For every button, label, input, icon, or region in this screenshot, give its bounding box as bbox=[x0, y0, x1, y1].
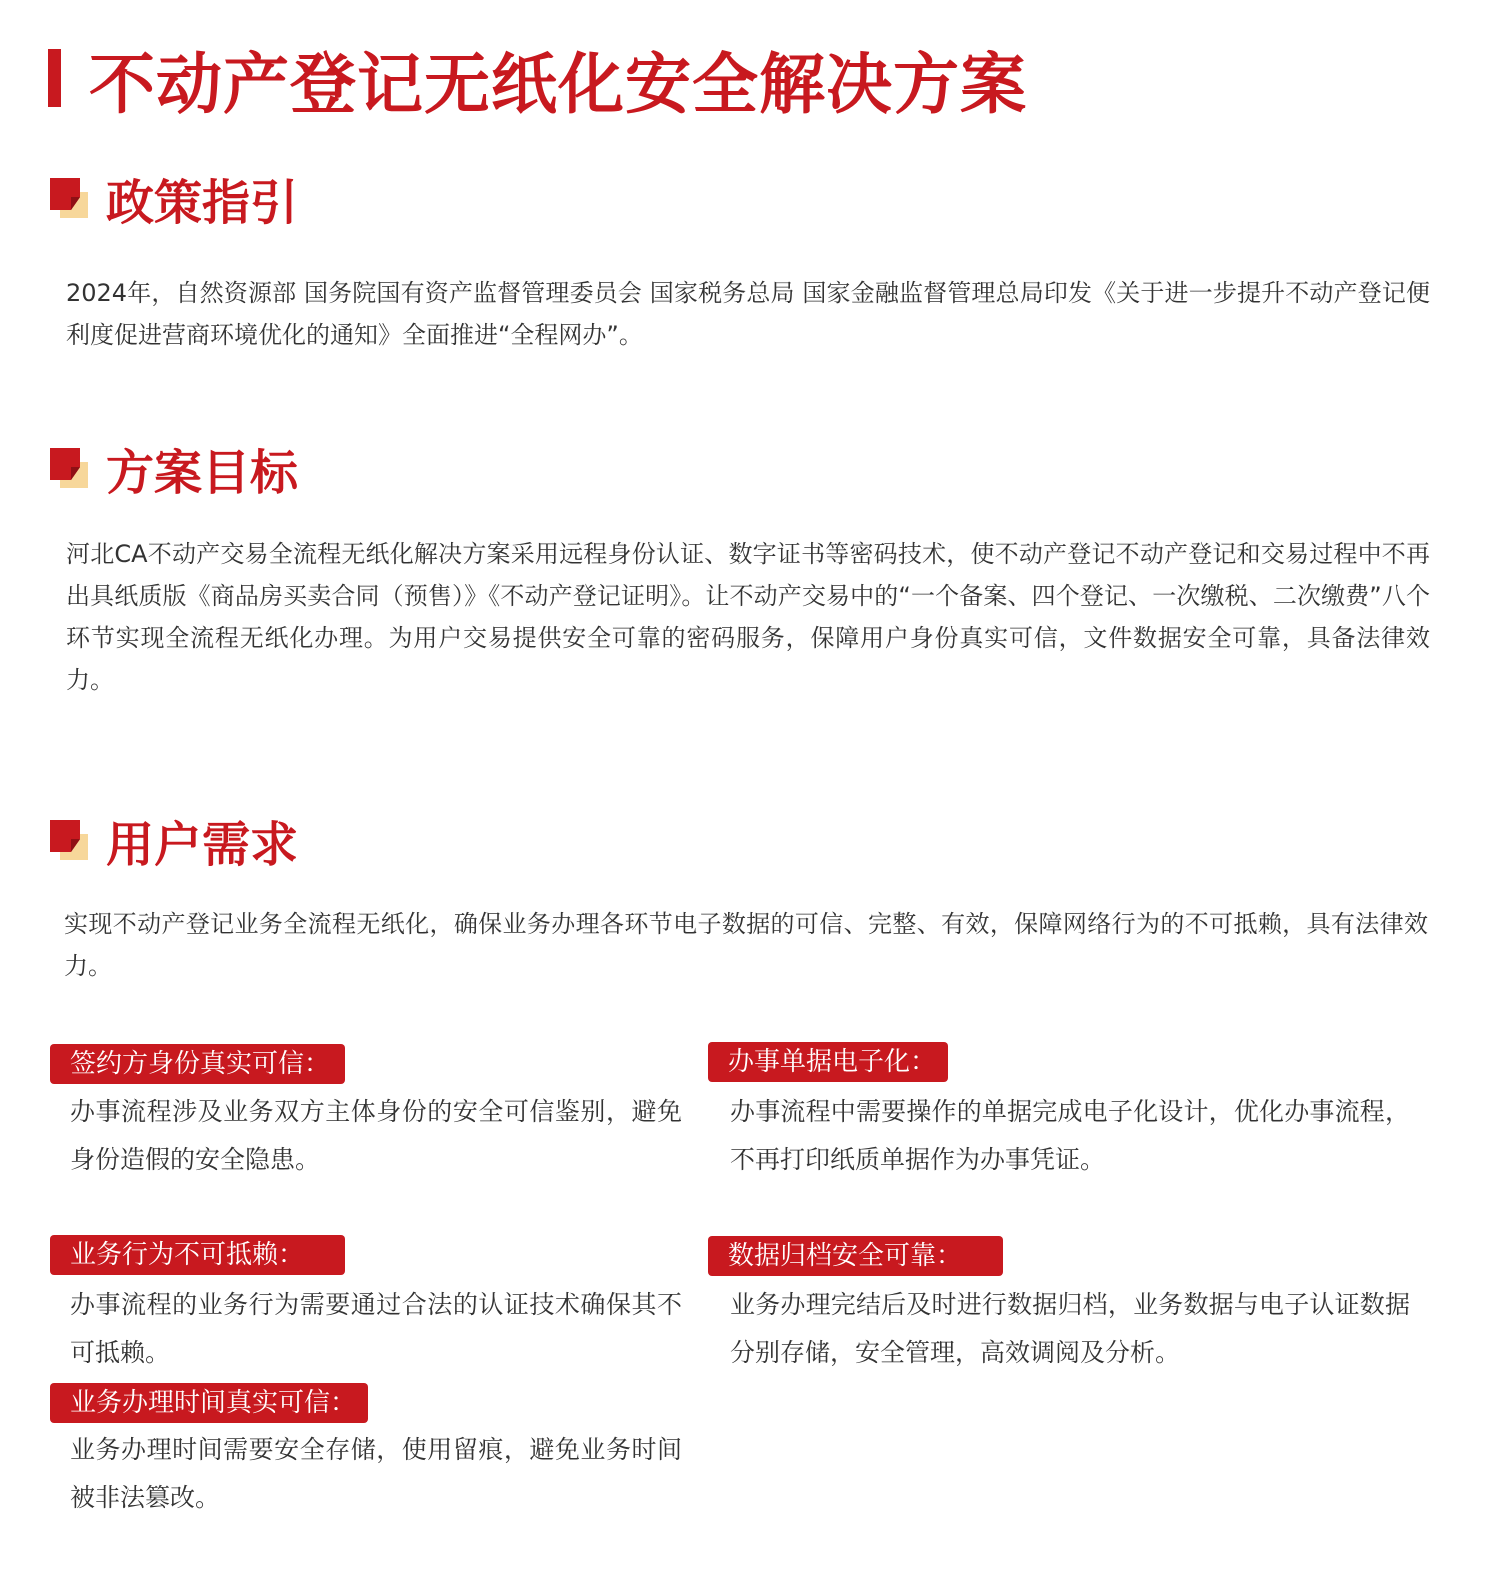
feature-tag-identity: 签约方身份真实可信： bbox=[50, 1044, 345, 1084]
folded-square-icon bbox=[50, 448, 90, 488]
feature-desc-time-trust: 业务办理时间需要安全存储，使用留痕，避免业务时间被非法篡改。 bbox=[70, 1435, 682, 1512]
feature-desc-non-repudiation: 办事流程的业务行为需要通过合法的认证技术确保其不可抵赖。 bbox=[70, 1290, 682, 1367]
feature-desc-data-archive: 业务办理完结后及时进行数据归档，业务数据与电子认证数据分别存储，安全管理，高效调阅及分析。 bbox=[730, 1290, 1410, 1367]
section-title-needs: 用户需求 bbox=[106, 816, 299, 873]
page-title: 不动产登记无纸化安全解决方案 bbox=[89, 45, 1027, 123]
page-header bbox=[48, 40, 1027, 123]
folded-square-icon bbox=[50, 820, 90, 860]
section-header-policy bbox=[50, 168, 299, 231]
title-accent-bar bbox=[48, 49, 61, 107]
feature-tag-time-trust: 业务办理时间真实可信： bbox=[50, 1383, 368, 1423]
feature-tag-data-archive: 数据归档安全可靠： bbox=[708, 1236, 1003, 1276]
section-title-goal: 方案目标 bbox=[106, 444, 299, 501]
section-header-needs bbox=[50, 810, 299, 873]
feature-tag-electronic-docs: 办事单据电子化： bbox=[708, 1042, 948, 1082]
feature-tag-non-repudiation: 业务行为不可抵赖： bbox=[50, 1235, 345, 1275]
folded-square-icon bbox=[50, 178, 90, 218]
section-title-policy: 政策指引 bbox=[106, 174, 299, 231]
feature-desc-identity: 办事流程涉及业务双方主体身份的安全可信鉴别，避免身份造假的安全隐患。 bbox=[70, 1097, 682, 1174]
policy-text: 2024年，自然资源部 国务院国有资产监督管理委员会 国家税务总局 国家金融监督管理总局印发《关于进一步提升不动产登记便利度促进营商环境优化的通知》全面推进“全程网办”。 bbox=[66, 279, 1430, 349]
goal-text: 河北CA不动产交易全流程无纸化解决方案采用远程身份认证、数字证书等密码技术，使不动产登记不动产登记和交易过程中不再出具纸质版《商品房买卖合同（预售）》《不动产登记证明》。让不动产交易中的“一个备案、四个登记、一次缴税、二次缴费”八个环节实现全流程无纸化办理。为用户交易提供安全可靠的密码服务，保障用户身份真实可信，文件数据安全可靠，具备法律效力。 bbox=[66, 540, 1430, 694]
needs-text: 实现不动产登记业务全流程无纸化，确保业务办理各环节电子数据的可信、完整、有效，保障网络行为的不可抵赖，具有法律效力。 bbox=[64, 910, 1428, 980]
section-header-goal bbox=[50, 438, 299, 501]
feature-desc-electronic-docs: 办事流程中需要操作的单据完成电子化设计，优化办事流程，不再打印纸质单据作为办事凭证。 bbox=[730, 1097, 1410, 1174]
